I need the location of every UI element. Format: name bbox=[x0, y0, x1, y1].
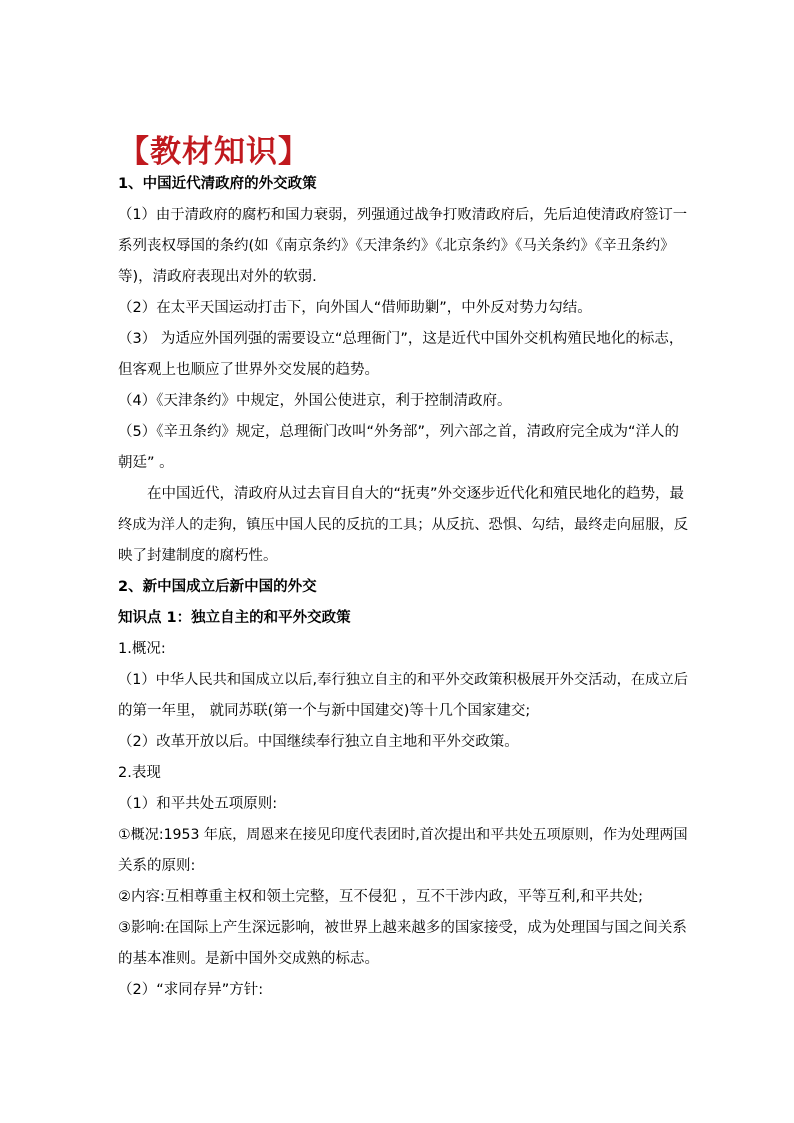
text-line: 等)，清政府表现出对外的软弱. bbox=[118, 269, 317, 285]
text-line: ②内容:互相尊重主权和领土完整，互不侵犯 ，互不干涉内政，平等互利,和平共处; bbox=[118, 889, 643, 905]
text-line: （1）和平共处五项原则: bbox=[118, 796, 278, 812]
text-line: 朝廷” 。 bbox=[118, 455, 174, 471]
text-line: （2）“求同存异”方针: bbox=[118, 982, 264, 998]
section-heading: 2、新中国成立后新中国的外交 bbox=[118, 579, 317, 595]
text-line: （1）中华人民共和国成立以后,奉行独立自主的和平外交政策积极展开外交活动，在成立后 bbox=[118, 672, 688, 688]
text-line: 系列丧权辱国的条约(如《南京条约》《天津条约》《北京条约》《马关条约》《辛丑条约》 bbox=[118, 238, 675, 254]
text-line: （1）由于清政府的腐朽和国力衰弱，列强通过战争打败清政府后，先后迫使清政府签订一 bbox=[118, 207, 688, 223]
section-title: 【教材知识】 bbox=[118, 134, 310, 170]
text-line: （4）《天津条约》中规定，外国公使进京，利于控制清政府。 bbox=[118, 393, 512, 409]
text-line: 关系的原则: bbox=[118, 858, 196, 874]
text-line: （3） 为适应外国列强的需要设立“总理衙门”，这是近代中国外交机构殖民地化的标志， bbox=[118, 331, 684, 347]
section-heading: 知识点 1：独立自主的和平外交政策 bbox=[118, 610, 351, 626]
text-line: 的第一年里， 就同苏联(第一个与新中国建交)等十几个国家建交; bbox=[118, 703, 531, 719]
section-heading: 1、中国近代清政府的外交政策 bbox=[118, 176, 317, 192]
text-line: 终成为洋人的走狗，镇压中国人民的反抗的工具；从反抗、恐惧、勾结，最终走向屈服，反 bbox=[118, 517, 689, 533]
text-line: （2）改革开放以后。中国继续奉行独立自主地和平外交政策。 bbox=[118, 734, 519, 750]
text-line: 在中国近代，清政府从过去盲目自大的“抚夷”外交逐步近代化和殖民地化的趋势，最 bbox=[147, 486, 685, 502]
document-body bbox=[118, 174, 689, 1011]
text-line: 的基本准则。是新中国外交成熟的标志。 bbox=[118, 951, 379, 967]
text-line: 映了封建制度的腐朽性。 bbox=[118, 548, 278, 564]
text-line: 但客观上也顺应了世界外交发展的趋势。 bbox=[118, 362, 379, 378]
text-line: （2）在太平天国运动打击下，向外国人“借师助剿”，中外反对势力勾结。 bbox=[118, 300, 592, 316]
text-line: ③影响:在国际上产生深远影响，被世界上越来越多的国家接受，成为处理国与国之间关系 bbox=[118, 920, 687, 936]
text-line: 1.概况: bbox=[118, 641, 166, 657]
text-line: ①概况:1953 年底，周恩来在接见印度代表团时,首次提出和平共处五项原则，作为处理两国 bbox=[118, 827, 688, 843]
text-line: 2.表现 bbox=[118, 765, 161, 781]
text-line: （5）《辛丑条约》规定，总理衙门改叫“外务部”，列六部之首，清政府完全成为“洋人的 bbox=[118, 424, 680, 440]
